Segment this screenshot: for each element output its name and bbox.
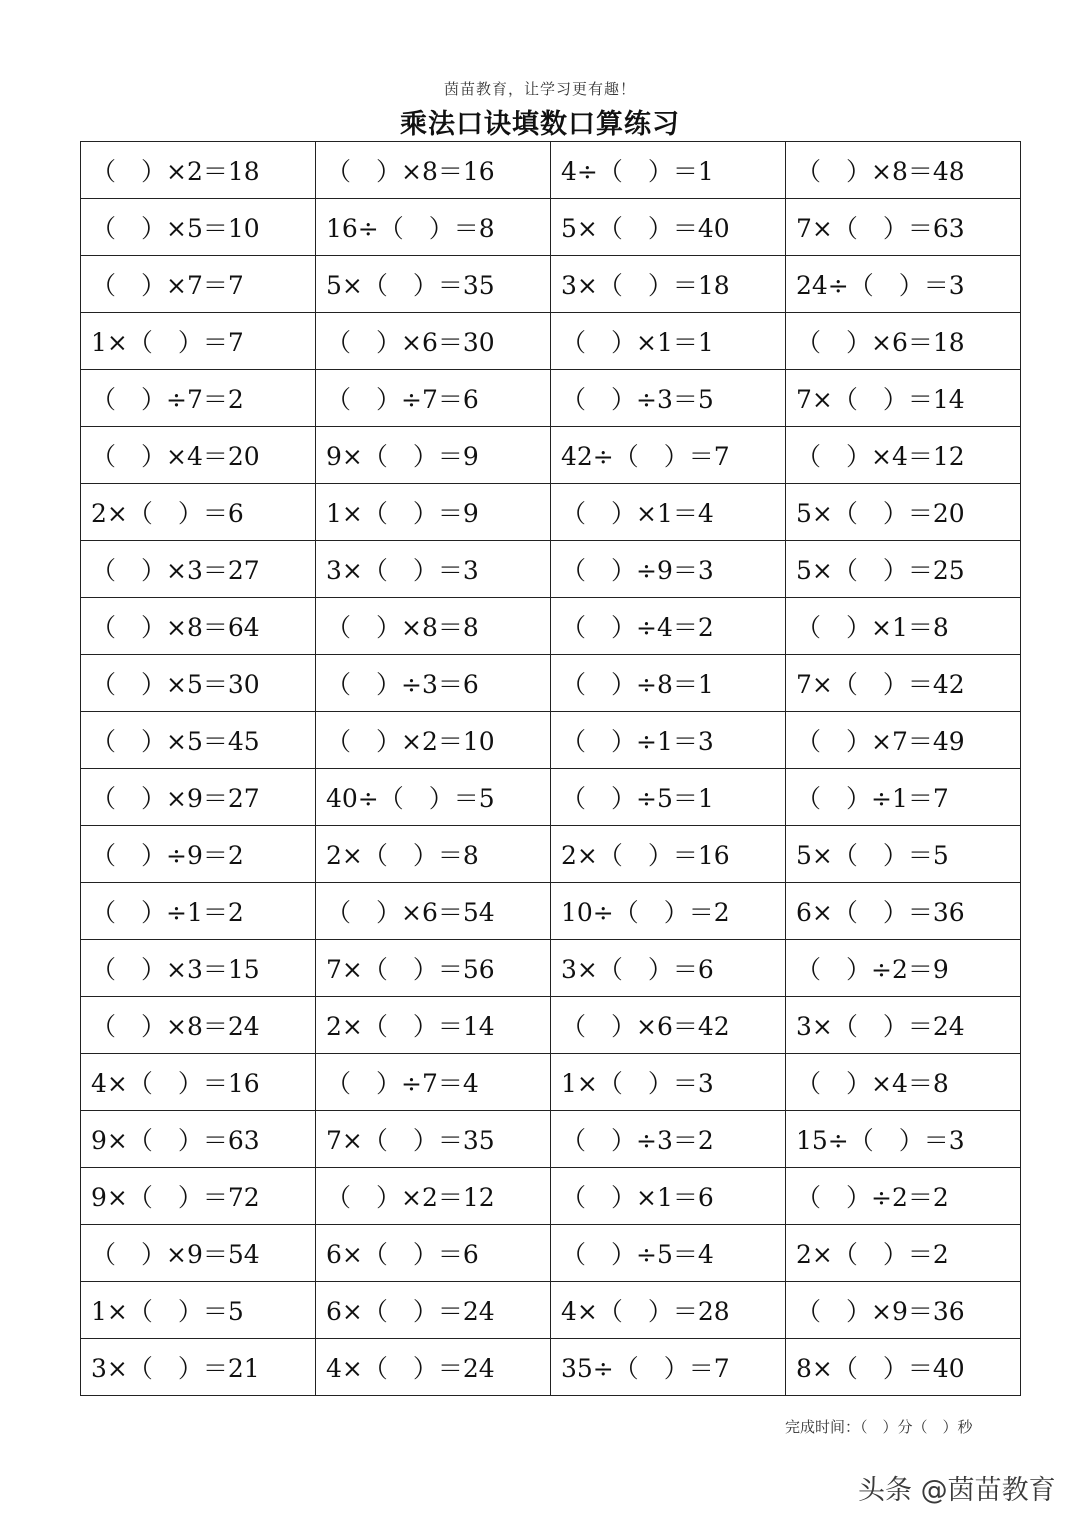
- exercise-cell: （ ）÷7＝6: [316, 370, 551, 427]
- exercise-cell: （ ）×3＝27: [81, 541, 316, 598]
- exercise-cell: 40÷（ ）＝5: [316, 769, 551, 826]
- exercise-cell: 9×（ ）＝63: [81, 1111, 316, 1168]
- table-row: [81, 541, 1021, 598]
- exercise-cell: （ ）×1＝8: [786, 598, 1021, 655]
- table-row: [81, 199, 1021, 256]
- exercise-cell: （ ）×1＝1: [551, 313, 786, 370]
- table-row: [81, 769, 1021, 826]
- table-row: [81, 1168, 1021, 1225]
- exercise-cell: （ ）×4＝8: [786, 1054, 1021, 1111]
- exercise-cell: 8×（ ）＝40: [786, 1339, 1021, 1396]
- exercise-cell: （ ）÷2＝2: [786, 1168, 1021, 1225]
- table-row: [81, 256, 1021, 313]
- exercise-cell: 7×（ ）＝35: [316, 1111, 551, 1168]
- table-row: [81, 313, 1021, 370]
- exercise-cell: 15÷（ ）＝3: [786, 1111, 1021, 1168]
- exercise-cell: 9×（ ）＝9: [316, 427, 551, 484]
- exercise-cell: 7×（ ）＝56: [316, 940, 551, 997]
- exercise-cell: （ ）×2＝18: [81, 142, 316, 199]
- exercise-cell: 7×（ ）＝63: [786, 199, 1021, 256]
- exercise-cell: （ ）÷7＝4: [316, 1054, 551, 1111]
- exercise-cell: （ ）÷2＝9: [786, 940, 1021, 997]
- exercise-cell: 9×（ ）＝72: [81, 1168, 316, 1225]
- exercise-cell: （ ）÷1＝2: [81, 883, 316, 940]
- exercise-cell: 10÷（ ）＝2: [551, 883, 786, 940]
- table-row: [81, 1054, 1021, 1111]
- exercise-cell: 1×（ ）＝7: [81, 313, 316, 370]
- exercise-cell: 35÷（ ）＝7: [551, 1339, 786, 1396]
- exercise-cell: （ ）×5＝10: [81, 199, 316, 256]
- table-row: [81, 370, 1021, 427]
- slogan: 茵苗教育，让学习更有趣！: [443, 80, 636, 98]
- exercise-cell: 7×（ ）＝14: [786, 370, 1021, 427]
- exercise-cell: （ ）÷9＝2: [81, 826, 316, 883]
- exercise-table-body: [81, 142, 1021, 1396]
- exercise-cell: 1×（ ）＝9: [316, 484, 551, 541]
- exercise-cell: 2×（ ）＝14: [316, 997, 551, 1054]
- exercise-cell: （ ）÷4＝2: [551, 598, 786, 655]
- exercise-cell: 2×（ ）＝8: [316, 826, 551, 883]
- exercise-cell: （ ）×8＝48: [786, 142, 1021, 199]
- exercise-cell: （ ）÷3＝6: [316, 655, 551, 712]
- table-row: [81, 883, 1021, 940]
- table-row: [81, 1225, 1021, 1282]
- exercise-cell: （ ）×4＝20: [81, 427, 316, 484]
- exercise-cell: （ ）×7＝49: [786, 712, 1021, 769]
- exercise-cell: 2×（ ）＝16: [551, 826, 786, 883]
- exercise-cell: 4×（ ）＝16: [81, 1054, 316, 1111]
- exercise-cell: （ ）÷7＝2: [81, 370, 316, 427]
- exercise-cell: 4÷（ ）＝1: [551, 142, 786, 199]
- exercise-cell: （ ）÷9＝3: [551, 541, 786, 598]
- worksheet-title: 乘法口诀填数口算练习: [400, 109, 680, 140]
- exercise-cell: 4×（ ）＝28: [551, 1282, 786, 1339]
- exercise-cell: 1×（ ）＝5: [81, 1282, 316, 1339]
- table-row: [81, 997, 1021, 1054]
- exercise-cell: （ ）×3＝15: [81, 940, 316, 997]
- table-row: [81, 1282, 1021, 1339]
- table-row: [81, 427, 1021, 484]
- exercise-cell: 5×（ ）＝5: [786, 826, 1021, 883]
- table-row: [81, 1111, 1021, 1168]
- exercise-cell: （ ）×6＝54: [316, 883, 551, 940]
- exercise-cell: 2×（ ）＝2: [786, 1225, 1021, 1282]
- exercise-cell: 5×（ ）＝25: [786, 541, 1021, 598]
- watermark: 头条 @茵苗教育: [858, 1475, 1056, 1506]
- exercise-cell: （ ）÷3＝5: [551, 370, 786, 427]
- completion-time-label: 完成时间：（ ）分（ ）秒: [785, 1418, 973, 1436]
- exercise-cell: 16÷（ ）＝8: [316, 199, 551, 256]
- exercise-cell: 3×（ ）＝6: [551, 940, 786, 997]
- exercise-cell: 3×（ ）＝24: [786, 997, 1021, 1054]
- exercise-cell: （ ）×1＝6: [551, 1168, 786, 1225]
- exercise-cell: 3×（ ）＝3: [316, 541, 551, 598]
- exercise-cell: （ ）×6＝30: [316, 313, 551, 370]
- exercise-cell: 24÷（ ）＝3: [786, 256, 1021, 313]
- exercise-cell: （ ）×8＝16: [316, 142, 551, 199]
- table-row: [81, 598, 1021, 655]
- exercise-cell: 7×（ ）＝42: [786, 655, 1021, 712]
- table-row: [81, 712, 1021, 769]
- exercise-cell: （ ）÷5＝1: [551, 769, 786, 826]
- exercise-cell: （ ）×2＝12: [316, 1168, 551, 1225]
- table-row: [81, 940, 1021, 997]
- exercise-cell: 6×（ ）＝36: [786, 883, 1021, 940]
- exercise-cell: （ ）×7＝7: [81, 256, 316, 313]
- exercise-cell: 2×（ ）＝6: [81, 484, 316, 541]
- exercise-cell: （ ）÷3＝2: [551, 1111, 786, 1168]
- exercise-cell: 4×（ ）＝24: [316, 1339, 551, 1396]
- exercise-cell: （ ）÷1＝7: [786, 769, 1021, 826]
- exercise-cell: （ ）×8＝64: [81, 598, 316, 655]
- exercise-cell: 6×（ ）＝6: [316, 1225, 551, 1282]
- exercise-cell: （ ）×8＝8: [316, 598, 551, 655]
- table-row: [81, 484, 1021, 541]
- exercise-cell: 5×（ ）＝40: [551, 199, 786, 256]
- exercise-cell: （ ）÷5＝4: [551, 1225, 786, 1282]
- exercise-cell: （ ）×4＝12: [786, 427, 1021, 484]
- exercise-cell: （ ）÷1＝3: [551, 712, 786, 769]
- exercise-cell: （ ）×9＝36: [786, 1282, 1021, 1339]
- exercise-cell: 42÷（ ）＝7: [551, 427, 786, 484]
- table-row: [81, 655, 1021, 712]
- exercise-cell: （ ）×9＝54: [81, 1225, 316, 1282]
- table-row: [81, 826, 1021, 883]
- table-row: [81, 1339, 1021, 1396]
- exercise-cell: （ ）×6＝42: [551, 997, 786, 1054]
- exercise-cell: 6×（ ）＝24: [316, 1282, 551, 1339]
- exercise-cell: （ ）×5＝30: [81, 655, 316, 712]
- exercise-cell: 3×（ ）＝21: [81, 1339, 316, 1396]
- exercise-cell: 1×（ ）＝3: [551, 1054, 786, 1111]
- exercise-cell: 5×（ ）＝20: [786, 484, 1021, 541]
- exercise-cell: 5×（ ）＝35: [316, 256, 551, 313]
- exercise-cell: （ ）×9＝27: [81, 769, 316, 826]
- exercise-cell: （ ）×5＝45: [81, 712, 316, 769]
- exercise-table: [80, 141, 1021, 1396]
- table-row: [81, 142, 1021, 199]
- exercise-cell: 3×（ ）＝18: [551, 256, 786, 313]
- exercise-cell: （ ）×2＝10: [316, 712, 551, 769]
- exercise-cell: （ ）×8＝24: [81, 997, 316, 1054]
- exercise-cell: （ ）÷8＝1: [551, 655, 786, 712]
- exercise-cell: （ ）×1＝4: [551, 484, 786, 541]
- exercise-cell: （ ）×6＝18: [786, 313, 1021, 370]
